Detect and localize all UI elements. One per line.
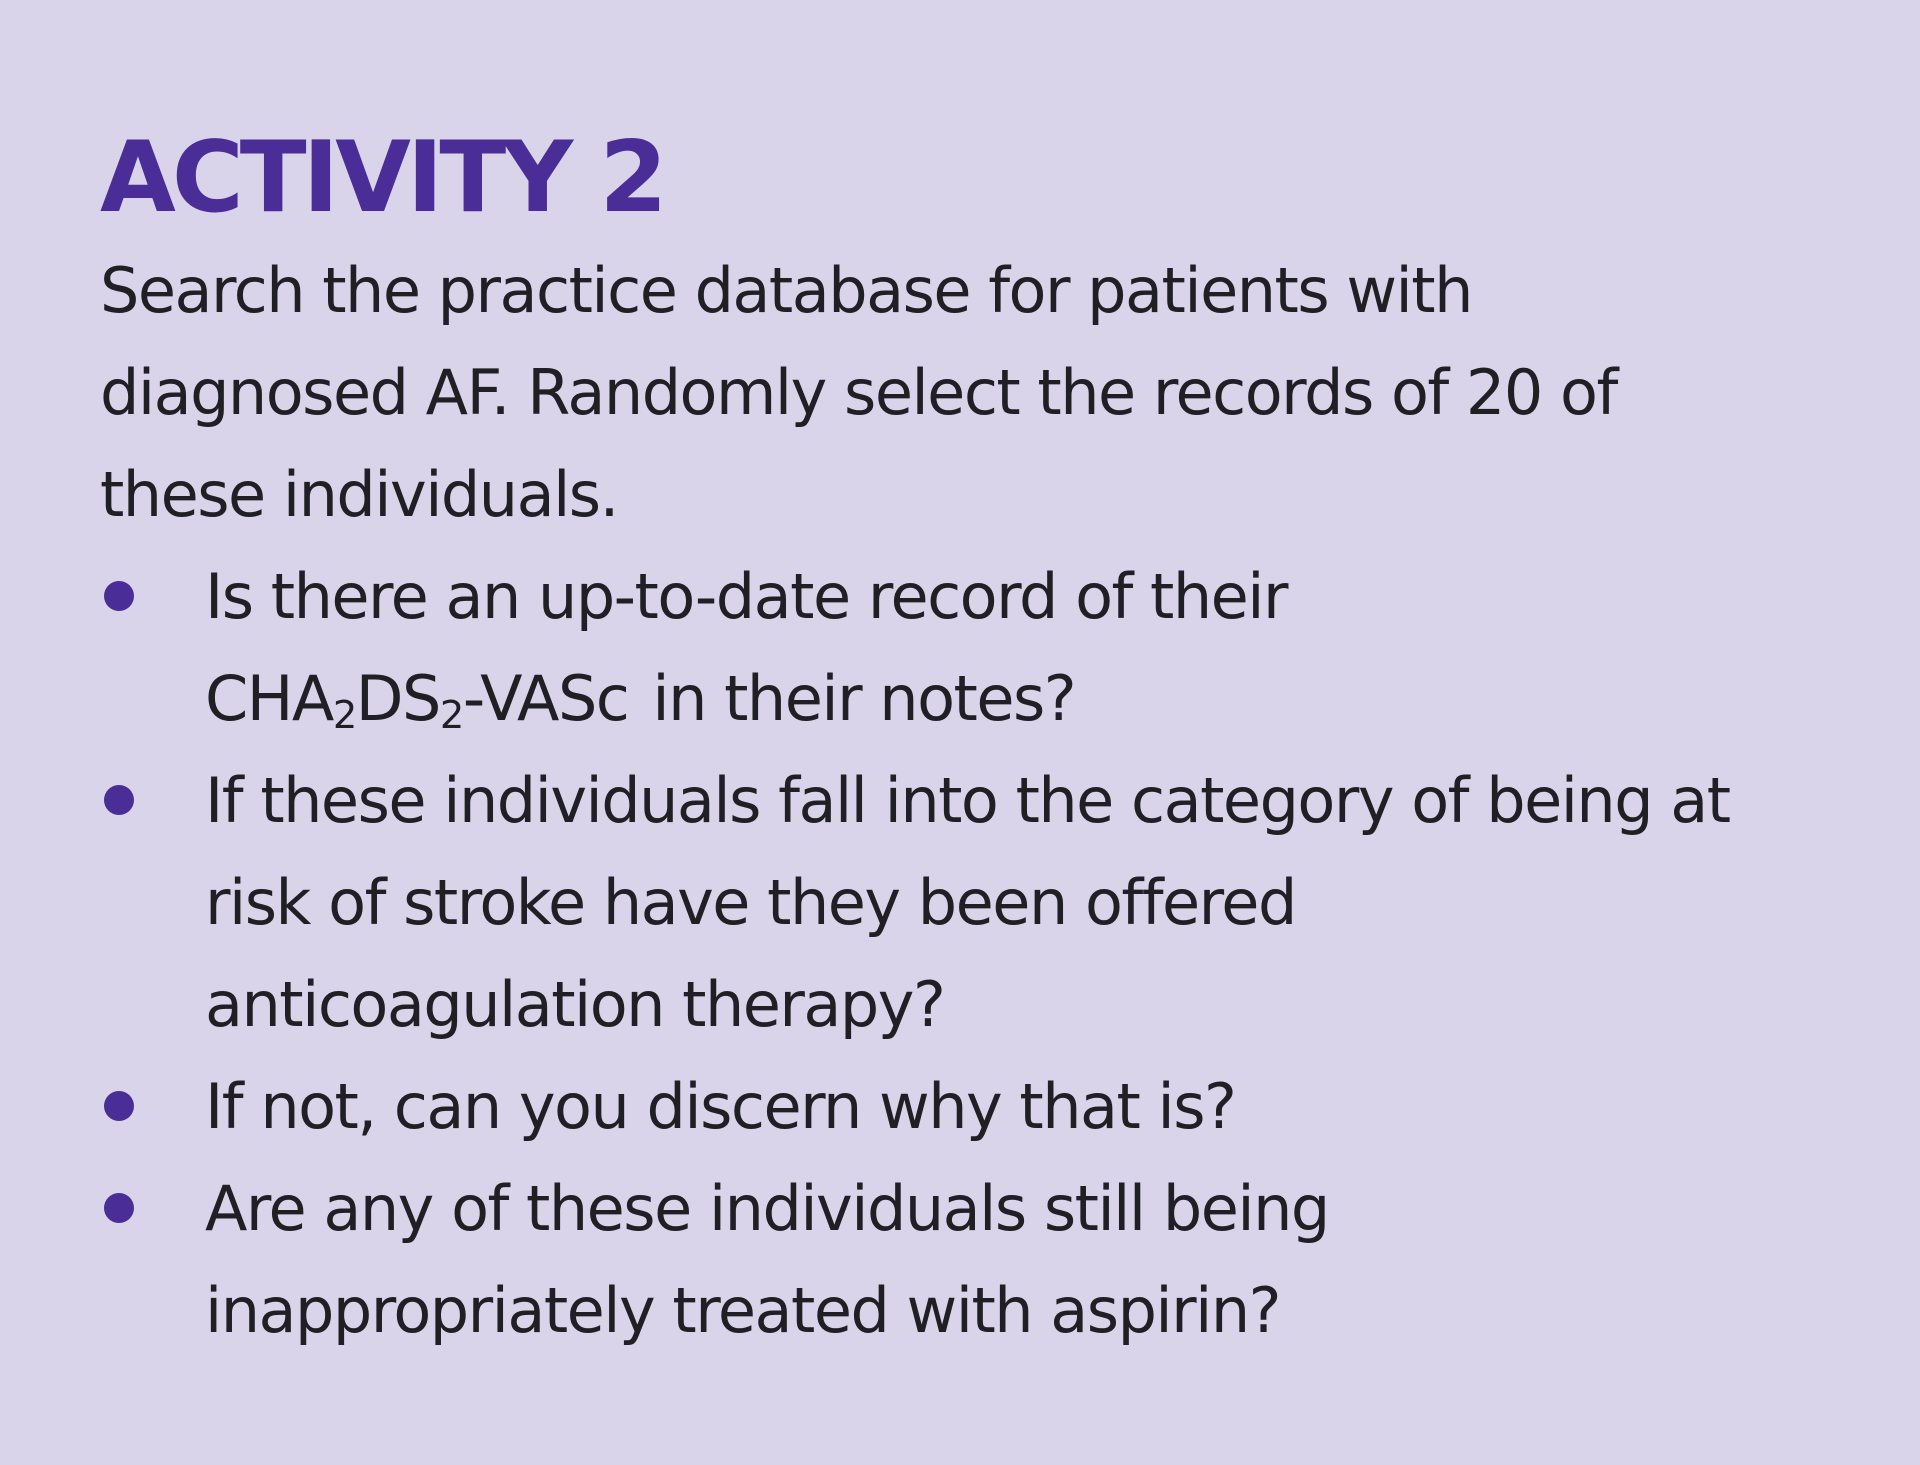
score-part: DS xyxy=(355,662,440,735)
activity-intro xyxy=(100,240,1840,546)
question-item xyxy=(0,1158,1920,1362)
question-item xyxy=(0,546,1920,750)
bullet-icon xyxy=(104,1091,134,1121)
bullet-icon xyxy=(104,785,134,815)
score-part: -VASc xyxy=(462,662,629,735)
intro-line: these individuals. xyxy=(100,458,618,531)
intro-line: Search the practice database for patients with xyxy=(100,254,1472,327)
intro-line: diagnosed AF. Randomly select the records of 20 of xyxy=(100,356,1617,429)
question-line: Is there an up-to-date record of their xyxy=(205,560,1288,633)
score-part: CHA xyxy=(205,662,333,735)
score-subscript: 2 xyxy=(332,693,356,739)
question-line xyxy=(205,648,1920,750)
bullet-icon xyxy=(104,1193,134,1223)
question-item xyxy=(0,1056,1920,1158)
question-line: anticoagulation therapy? xyxy=(205,968,945,1041)
question-line: risk of stroke have they been offered xyxy=(205,866,1296,939)
question-line: If these individuals fall into the category of being at xyxy=(205,764,1730,837)
question-item xyxy=(0,750,1920,1056)
bullet-icon xyxy=(104,581,134,611)
score-name xyxy=(205,662,629,739)
activity-title: ACTIVITY 2 xyxy=(100,121,664,235)
question-line: Are any of these individuals still being xyxy=(205,1172,1329,1245)
question-text: in their notes? xyxy=(652,662,1076,735)
question-list xyxy=(0,546,1920,1362)
question-line: If not, can you discern why that is? xyxy=(205,1070,1236,1143)
question-line: inappropriately treated with aspirin? xyxy=(205,1274,1281,1347)
score-subscript: 2 xyxy=(439,693,463,739)
